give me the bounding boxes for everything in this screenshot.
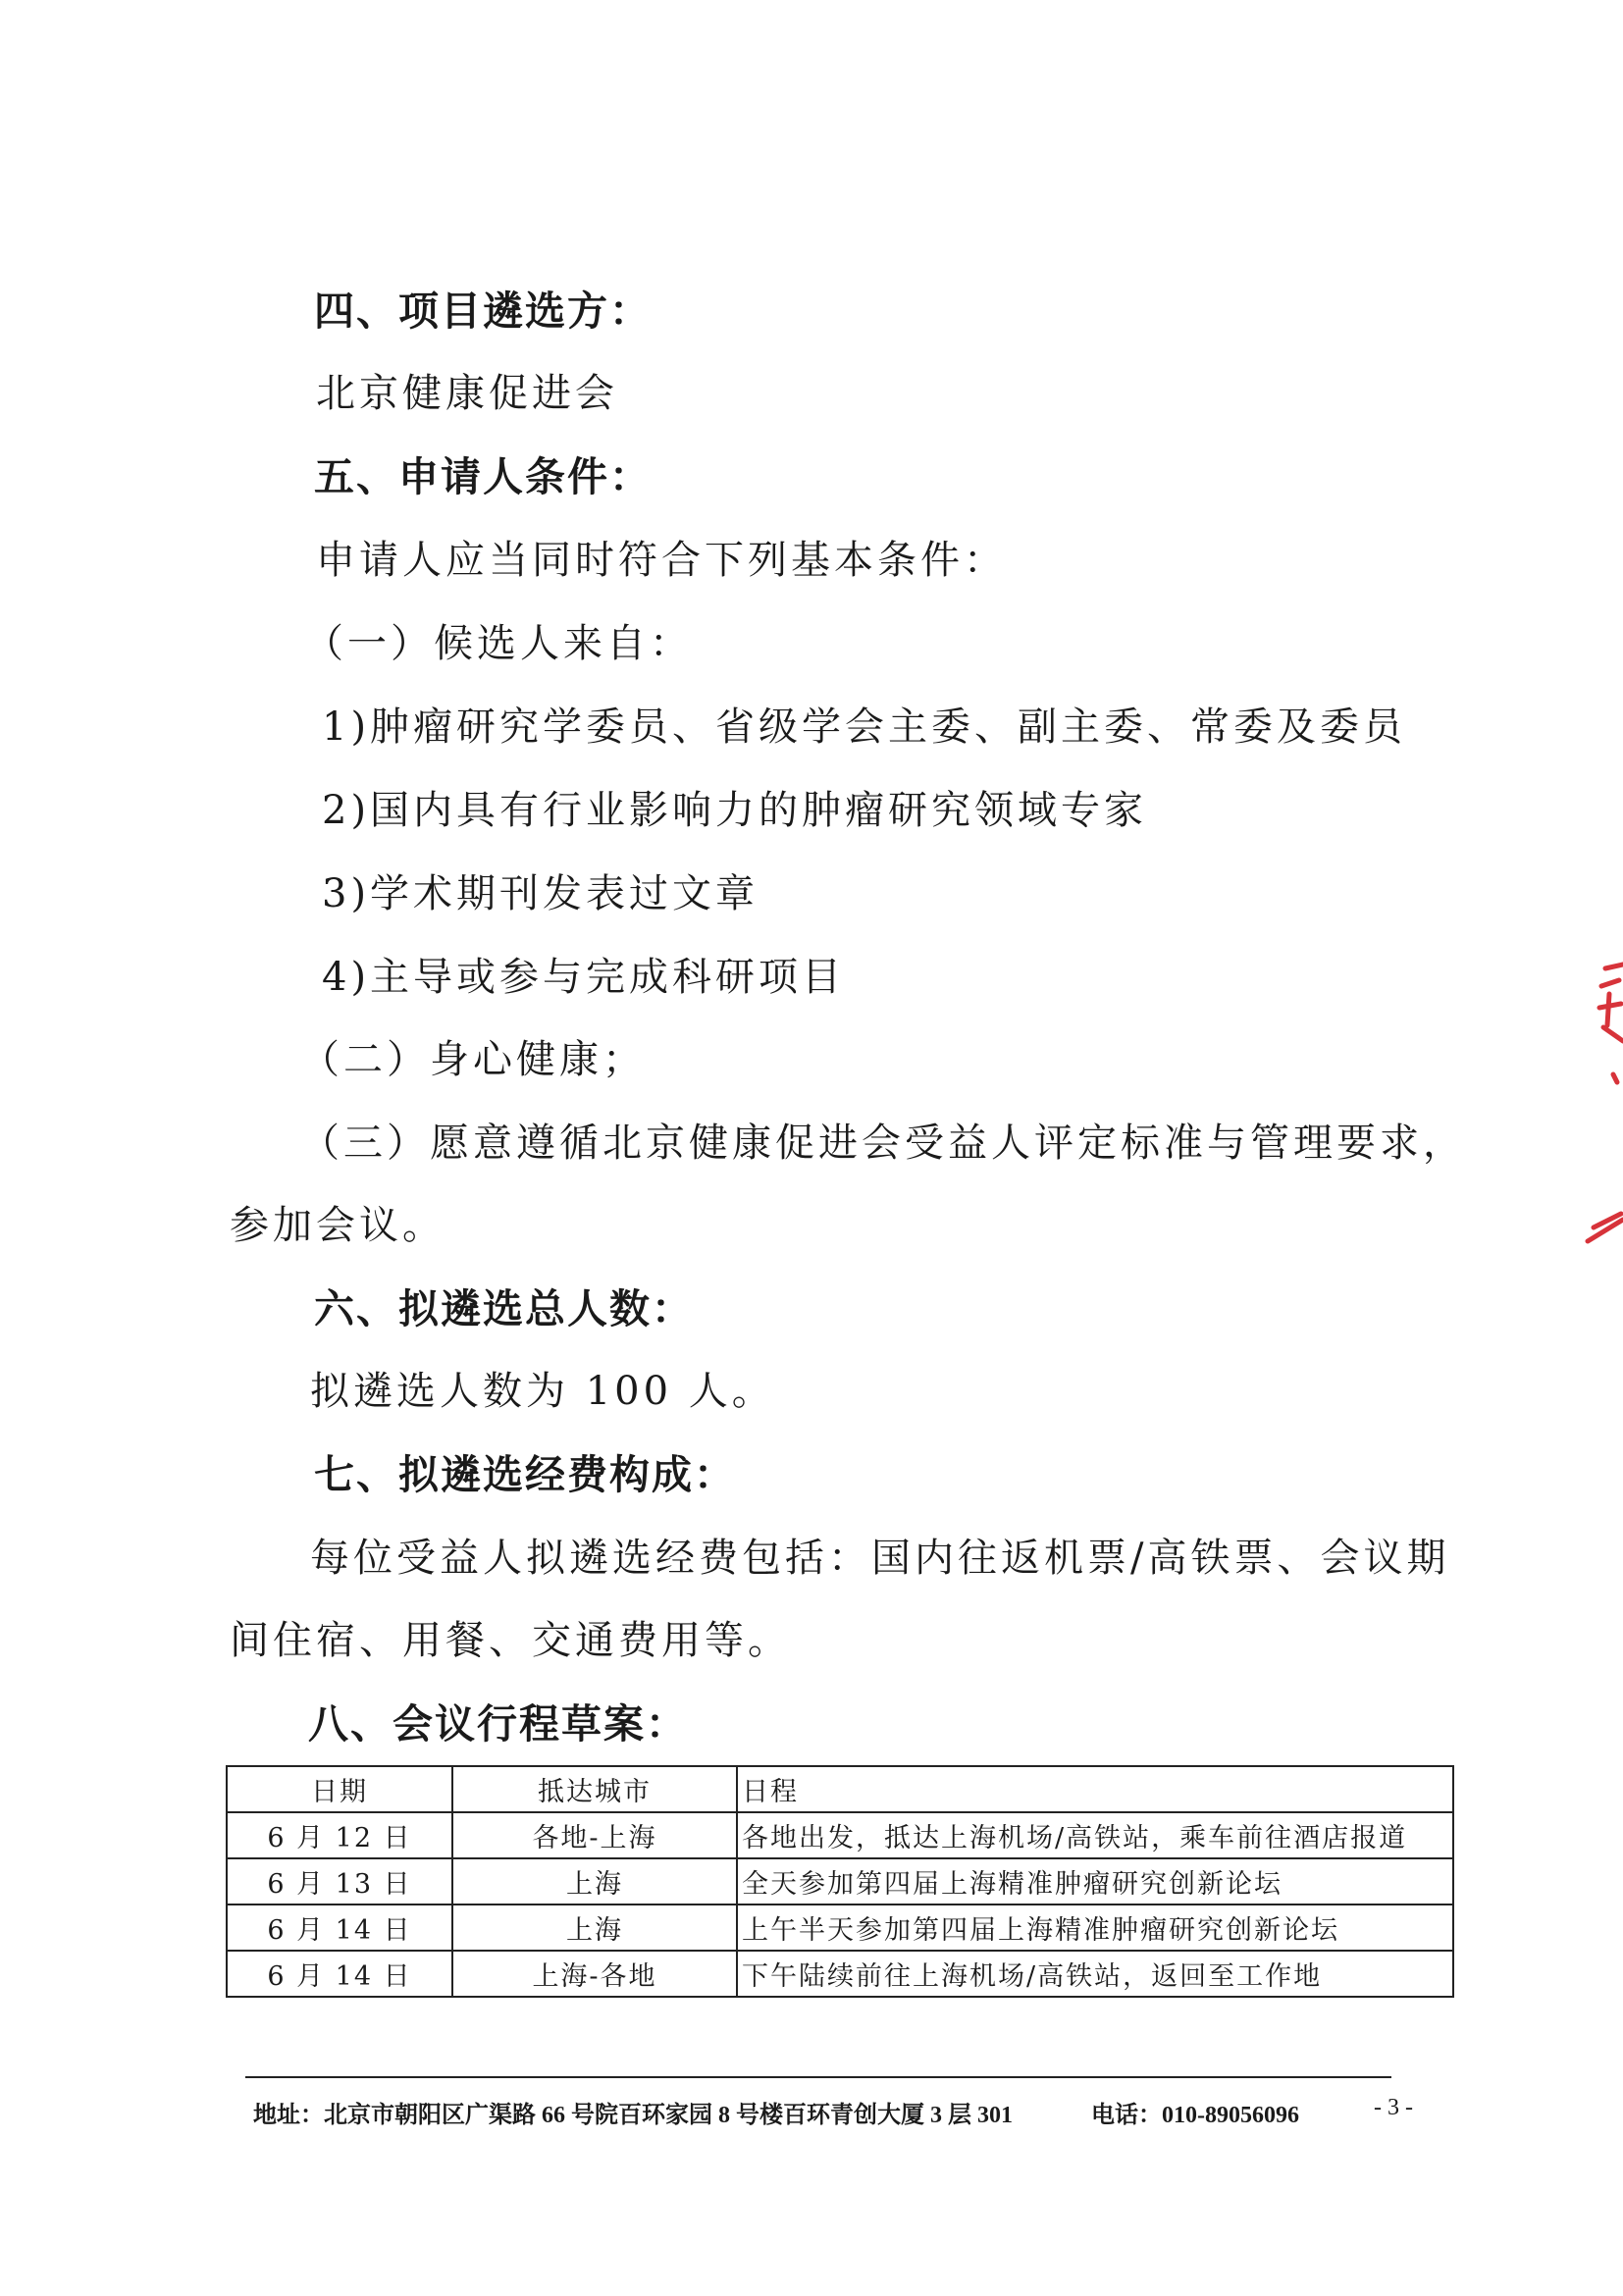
column-header-date: 日期 bbox=[227, 1766, 452, 1812]
section-4-body-line: 北京健康促进会 bbox=[316, 371, 618, 416]
section-5-heading: 五、申请人条件： bbox=[314, 453, 652, 500]
table-row bbox=[227, 1812, 1453, 1858]
section-7-body-line: 间住宿、用餐、交通费用等。 bbox=[230, 1618, 791, 1663]
section-5-body-line: （三）愿意遵循北京健康促进会受益人评定标准与管理要求， bbox=[300, 1121, 1466, 1166]
column-header-city: 抵达城市 bbox=[452, 1766, 737, 1812]
page-number: - 3 - bbox=[1374, 2095, 1413, 2120]
section-8-heading: 八、会议行程草案： bbox=[308, 1700, 688, 1748]
section-5-body-line: 参加会议。 bbox=[230, 1203, 445, 1248]
cell-agenda: 各地出发，抵达上海机场/高铁站，乘车前往酒店报道 bbox=[737, 1812, 1453, 1858]
cell-agenda: 下午陆续前往上海机场/高铁站，返回至工作地 bbox=[737, 1951, 1453, 1997]
footer-divider bbox=[245, 2076, 1391, 2078]
section-7-body-line: 每位受益人拟遴选经费包括：国内往返机票/高铁票、会议期 bbox=[310, 1536, 1450, 1581]
cell-city: 各地-上海 bbox=[452, 1812, 737, 1858]
cell-agenda: 全天参加第四届上海精准肿瘤研究创新论坛 bbox=[737, 1858, 1453, 1905]
cell-date: 6 月 13 日 bbox=[227, 1858, 452, 1905]
cell-date: 6 月 14 日 bbox=[227, 1905, 452, 1951]
seal-stamp-edge bbox=[1584, 957, 1623, 1251]
schedule-table bbox=[226, 1765, 1454, 1998]
section-5-body-line: 申请人应当同时符合下列基本条件： bbox=[316, 538, 1007, 583]
section-4-heading: 四、项目遴选方： bbox=[314, 287, 652, 335]
cell-date: 6 月 12 日 bbox=[227, 1812, 452, 1858]
footer-phone: 电话：010-89056096 bbox=[1091, 2103, 1299, 2128]
section-5-body-line: 2)国内具有行业影响力的肿瘤研究领域专家 bbox=[322, 788, 1148, 833]
section-6-heading: 六、拟遴选总人数： bbox=[314, 1285, 694, 1332]
section-5-body-line: （二）身心健康； bbox=[300, 1037, 646, 1082]
section-5-body-line: （一）候选人来自： bbox=[304, 621, 693, 666]
section-6-body-line: 拟遴选人数为 100 人。 bbox=[310, 1369, 775, 1414]
cell-date: 6 月 14 日 bbox=[227, 1951, 452, 1997]
column-header-agenda: 日程 bbox=[737, 1766, 1453, 1812]
cell-city: 上海 bbox=[452, 1905, 737, 1951]
cell-city: 上海-各地 bbox=[452, 1951, 737, 1997]
table-header-row bbox=[227, 1766, 1453, 1812]
table-row bbox=[227, 1905, 1453, 1951]
section-5-body-line: 1)肿瘤研究学委员、省级学会主委、副主委、常委及委员 bbox=[322, 704, 1407, 750]
section-5-body-line: 3)学术期刊发表过文章 bbox=[322, 871, 759, 916]
section-5-body-line: 4)主导或参与完成科研项目 bbox=[322, 955, 846, 1000]
footer-address: 地址：北京市朝阳区广渠路 66 号院百环家园 8 号楼百环青创大厦 3 层 301 bbox=[253, 2103, 1013, 2128]
cell-agenda: 上午半天参加第四届上海精准肿瘤研究创新论坛 bbox=[737, 1905, 1453, 1951]
cell-city: 上海 bbox=[452, 1858, 737, 1905]
table-row bbox=[227, 1951, 1453, 1997]
section-7-heading: 七、拟遴选经费构成： bbox=[314, 1451, 736, 1498]
table-row bbox=[227, 1858, 1453, 1905]
